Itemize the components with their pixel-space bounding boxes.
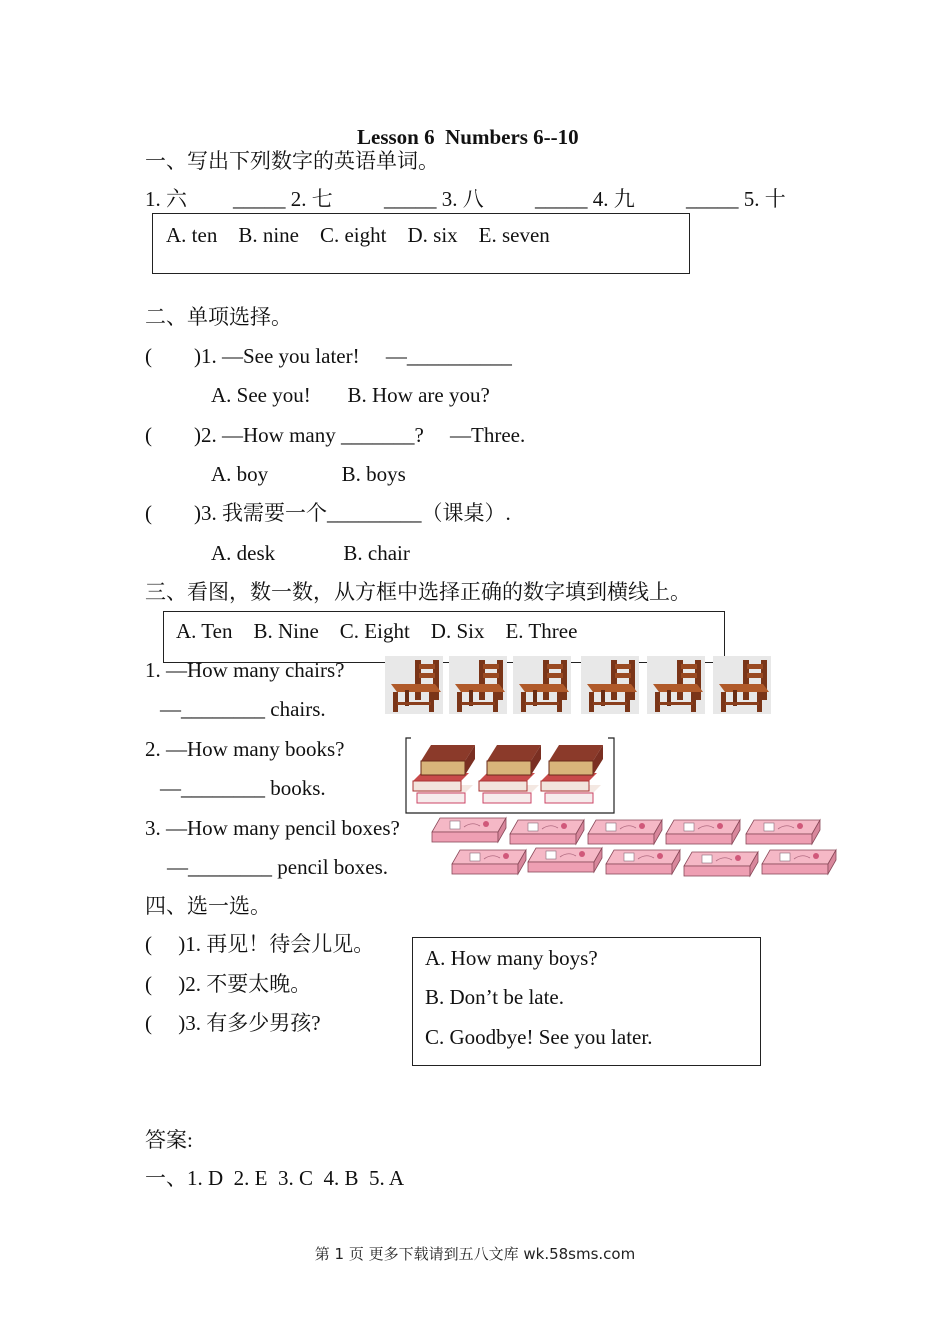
pencil-box-10 [762,850,836,874]
s3-answer-line-1: —________ chairs. [160,697,326,721]
chair-5 [647,656,705,714]
s4-option-a: A. How many boys? [425,946,598,970]
s3-answer-line-2: —________ books. [160,776,326,800]
s2-question-3-options: A. desk B. chair [211,541,410,565]
book-stack-2 [479,745,541,803]
page-footer: 第 1 页 更多下载请到五八文库 wk.58sms.com [314,1245,636,1263]
s1-item-2: _____ 2. 七 [233,187,333,211]
s4-question-1: ( )1. 再见！待会儿见。 [145,932,375,956]
pencil-box-2 [510,820,584,844]
section-4-heading: 四、选一选。 [145,894,271,918]
answers-line-1: 一、1. D 2. E 3. C 4. B 5. A [145,1166,405,1190]
s2-question-2: ( )2. —How many _______? —Three. [145,423,526,447]
s4-option-b: B. Don’t be late. [425,985,565,1009]
pencil-box-8 [606,850,680,874]
book-stack-1 [413,745,475,803]
section-2-heading: 二、单项选择。 [145,305,292,329]
chairs-image [385,656,775,716]
books-image [403,735,617,815]
s1-item-5: _____ 5. 十 [686,187,786,211]
s1-item-1: 1. 六 [145,187,187,211]
s2-question-1: ( )1. —See you later! —__________ [145,344,512,368]
chair-3 [513,656,571,714]
s2-question-3: ( )3. 我需要一个_________（课桌）. [145,501,511,525]
chair-6 [713,656,771,714]
s3-options: A. Ten B. Nine C. Eight D. Six E. Three [176,619,578,643]
chair-4 [581,656,639,714]
s3-question-2: 2. —How many books? [145,737,345,761]
pencil-box-6 [452,850,526,874]
page-title: Lesson 6 Numbers 6--10 [357,125,579,149]
s1-options: A. ten B. nine C. eight D. six E. seven [166,223,550,247]
chair-1 [385,656,443,714]
s4-question-3: ( )3. 有多少男孩? [145,1011,321,1035]
s3-question-1: 1. —How many chairs? [145,658,345,682]
pencil-box-4 [666,820,740,844]
book-stack-3 [541,745,603,803]
s2-question-1-options: A. See you! B. How are you? [211,383,490,407]
s2-question-2-options: A. boy B. boys [211,462,406,486]
s3-answer-line-3: —________ pencil boxes. [167,855,389,879]
pencil-box-1 [432,818,506,842]
pencil-box-3 [588,820,662,844]
pencil-box-9 [684,852,758,876]
pencil-box-7 [528,848,602,872]
s1-item-4: _____ 4. 九 [535,187,635,211]
section-3-heading: 三、看图，数一数，从方框中选择正确的数字填到横线上。 [145,580,691,604]
answers-heading: 答案: [145,1128,193,1152]
pencil-boxes-image [430,816,842,880]
pencil-box-5 [746,820,820,844]
chair-2 [449,656,507,714]
s4-option-c: C. Goodbye! See you later. [425,1025,653,1049]
s3-question-3: 3. —How many pencil boxes? [145,816,400,840]
s1-item-3: _____ 3. 八 [384,187,484,211]
section-1-heading: 一、写出下列数字的英语单词。 [145,149,439,173]
s4-question-2: ( )2. 不要太晚。 [145,972,312,996]
